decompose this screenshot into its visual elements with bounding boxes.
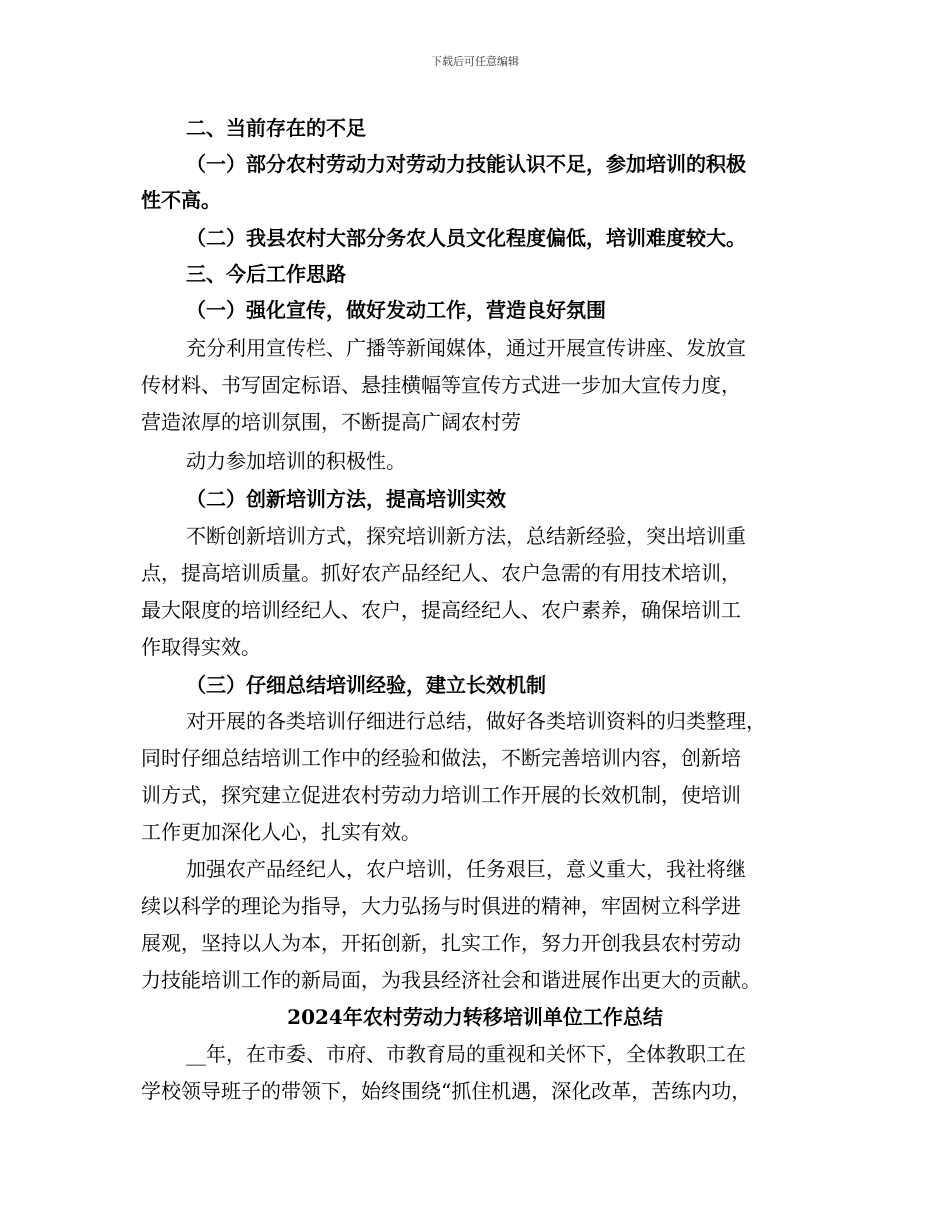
- subsection-heading: （一）部分农村劳动力对劳动力技能认识不足，参加培训的积极: [186, 152, 746, 176]
- section-heading: 三、今后工作思路: [186, 262, 346, 286]
- subsection-heading: （二）我县农村大部分务农人员文化程度偏低，培训难度较大。: [186, 226, 746, 250]
- subsection-heading: （一）强化宣传，做好发动工作，营造良好氛围: [186, 298, 606, 322]
- paragraph-line: 训方式，探究建立促进农村劳动力培训工作开展的长效机制，使培训: [141, 783, 741, 807]
- paragraph-line: 作取得实效。: [141, 635, 261, 659]
- paragraph-line: 续以科学的理论为指导，大力弘扬与时俱进的精神，牢固树立科学进: [141, 894, 741, 918]
- header-note: 下载后可任意编辑: [431, 55, 519, 68]
- document-title: 2024年农村劳动力转移培训单位工作总结: [287, 1005, 663, 1029]
- paragraph-line: 最大限度的培训经纪人、农户，提高经纪人、农户素养，确保培训工: [141, 598, 741, 622]
- paragraph-line: 点，提高培训质量。抓好农产品经纪人、农户急需的有用技术培训，: [141, 561, 741, 585]
- subsection-heading-continued: 性不高。: [141, 188, 221, 212]
- paragraph-line: 不断创新培训方式，探究培训新方法，总结新经验，突出培训重: [186, 524, 746, 548]
- paragraph-line: 对开展的各类培训仔细进行总结，做好各类培训资料的归类整理，: [186, 709, 766, 733]
- paragraph-line: 学校领导班子的带领下，始终围绕“抓住机遇，深化改革，苦练内功，: [141, 1079, 752, 1103]
- paragraph-line: __年，在市委、市府、市教育局的重视和关怀下，全体教职工在: [186, 1042, 746, 1066]
- paragraph-line: 同时仔细总结培训工作中的经验和做法，不断完善培训内容，创新培: [141, 746, 741, 770]
- subsection-heading: （三）仔细总结培训经验，建立长效机制: [186, 673, 546, 697]
- subsection-heading: （二）创新培训方法，提高培训实效: [186, 487, 506, 511]
- paragraph-line: 力技能培训工作的新局面，为我县经济社会和谐进展作出更大的贡献。: [141, 968, 761, 992]
- paragraph-line: 传材料、书写固定标语、悬挂横幅等宣传方式进一步加大宣传力度，: [141, 373, 741, 397]
- paragraph-line: 充分利用宣传栏、广播等新闻媒体，通过开展宣传讲座、发放宣: [186, 336, 746, 360]
- paragraph-line: 工作更加深化人心，扎实有效。: [141, 820, 421, 844]
- paragraph-line: 动力参加培训的积极性。: [186, 449, 406, 473]
- section-heading: 二、当前存在的不足: [186, 116, 366, 140]
- paragraph-line: 展观，坚持以人为本，开拓创新，扎实工作，努力开创我县农村劳动: [141, 931, 741, 955]
- paragraph-line: 加强农产品经纪人，农户培训，任务艰巨，意义重大，我社将继: [186, 857, 746, 881]
- paragraph-line: 营造浓厚的培训氛围，不断提高广阔农村劳: [141, 410, 521, 434]
